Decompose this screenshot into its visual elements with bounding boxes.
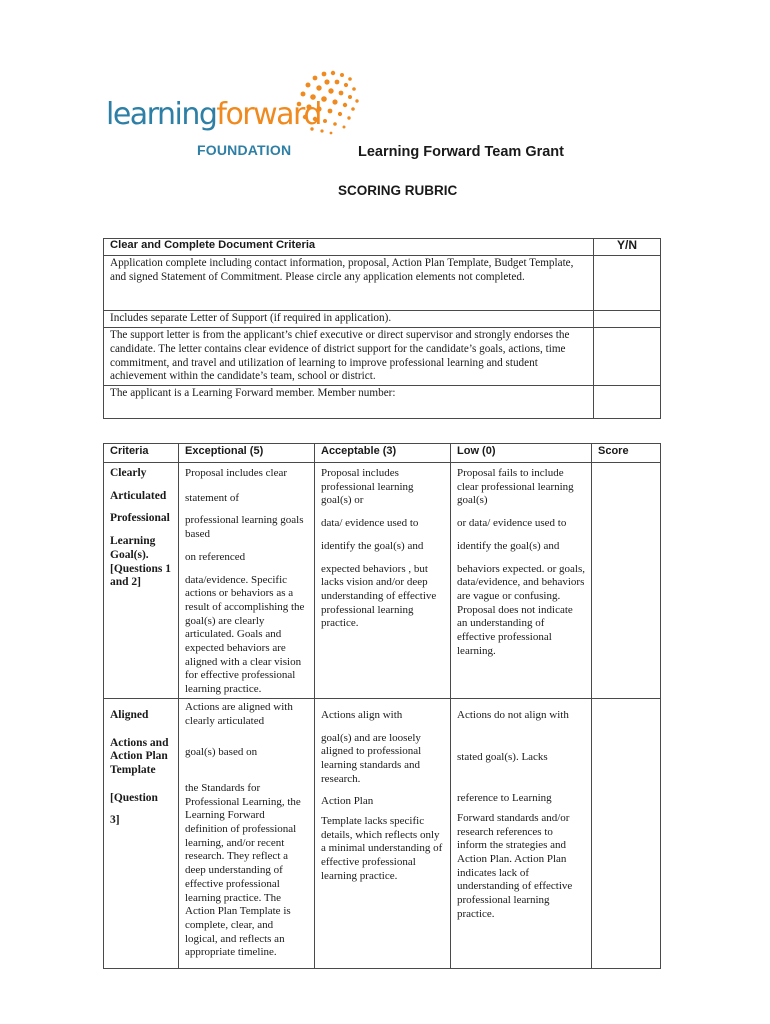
checklist-item: The applicant is a Learning Forward member. Member number:: [110, 387, 396, 400]
checklist-row: [104, 311, 661, 328]
yn-cell[interactable]: [594, 311, 661, 328]
document-subtitle: SCORING RUBRIC: [338, 183, 458, 198]
checklist-item: The support letter is from the applicant’s chief executive or direct supervisor and strongly endorses the candidate. The letter contains clear evidence of district support for the candidate’s goals, actions, time commitment, and travel and utilization of learning to improve professional learning and student achievement within the candidate’s team, school or district.: [110, 329, 570, 383]
checklist-header-row: [104, 239, 661, 256]
rubric-header-row: [104, 444, 661, 463]
checklist-table: [103, 238, 661, 419]
exceptional-cell: Proposal includes clear statement of professional learning goals based on referenced data/evidence. Specific actions or behaviors as a result of accomplishing the goal(s) are clearly articulated. Goals and expected behaviors are aligned with a clear vision for effective professional learning practice.: [179, 463, 315, 699]
score-cell[interactable]: [592, 698, 661, 968]
acceptable-cell: Actions align with goal(s) and are loosely aligned to professional learning standards and research. Action Plan Template lacks specific details, which reflects only a minimal understanding of effective professional learning practice.: [315, 698, 451, 968]
logo-wordmark: learningforward: [106, 97, 321, 132]
criteria-cell: Clearly Articulated Professional Learning Goal(s). [Questions 1 and 2]: [104, 463, 179, 699]
low-cell: Proposal fails to include clear professional learning goal(s) or data/ evidence used to identify the goal(s) and behaviors expected. or goals, data/evidence, and behaviors are vague or confusing. Proposal does not indicate an understanding of effective professional learning.: [451, 463, 592, 699]
rubric-row-actions: [104, 698, 661, 968]
header-acceptable: Acceptable (3): [315, 444, 451, 463]
document-title: Learning Forward Team Grant: [358, 144, 564, 160]
acceptable-cell: Proposal includes professional learning goal(s) or data/ evidence used to identify the goal(s) and expected behaviors , but lacks vision and/or deep understanding of effective professional learning practice.: [315, 463, 451, 699]
low-cell: Actions do not align with stated goal(s). Lacks reference to Learning Forward standards and/or research references to inform the strategies and Action Plan. Action Plan indicates lack of understanding of effective professional learning practice.: [451, 698, 592, 968]
checklist-row: [104, 328, 661, 386]
header-score: Score: [592, 444, 661, 463]
checklist-item: Includes separate Letter of Support (if required in application).: [110, 312, 392, 324]
criteria-cell: Aligned Actions and Action Plan Template [Question 3]: [104, 698, 179, 968]
yn-header: Y/N: [594, 239, 661, 256]
yn-cell[interactable]: [594, 256, 661, 311]
header-exceptional: Exceptional (5): [179, 444, 315, 463]
learning-forward-logo: [104, 68, 364, 164]
score-cell[interactable]: [592, 463, 661, 699]
yn-cell[interactable]: [594, 328, 661, 386]
checklist-row: [104, 256, 661, 311]
rubric-table: [103, 443, 661, 969]
rubric-row-goals: [104, 463, 661, 699]
exceptional-cell: Actions are aligned with clearly articulated goal(s) based on the Standards for Professional Learning, the Learning Forward definition of professional learning, and/or recent research. They reflect a deep understanding of effective professional learning practice. The Action Plan Template is complete, clear, and logical, and reflects an appropriate timeline.: [179, 698, 315, 968]
checklist-row: [104, 386, 661, 419]
checklist-item: Application complete including contact information, proposal, Action Plan Template, Budget Template, and signed Statement of Commitment. Please circle any application elements not completed.: [110, 257, 574, 283]
logo-foundation: FOUNDATION: [197, 142, 292, 158]
header-low: Low (0): [451, 444, 592, 463]
header-criteria: Criteria: [104, 444, 179, 463]
criteria-header: Clear and Complete Document Criteria: [104, 239, 594, 256]
yn-cell[interactable]: [594, 386, 661, 419]
